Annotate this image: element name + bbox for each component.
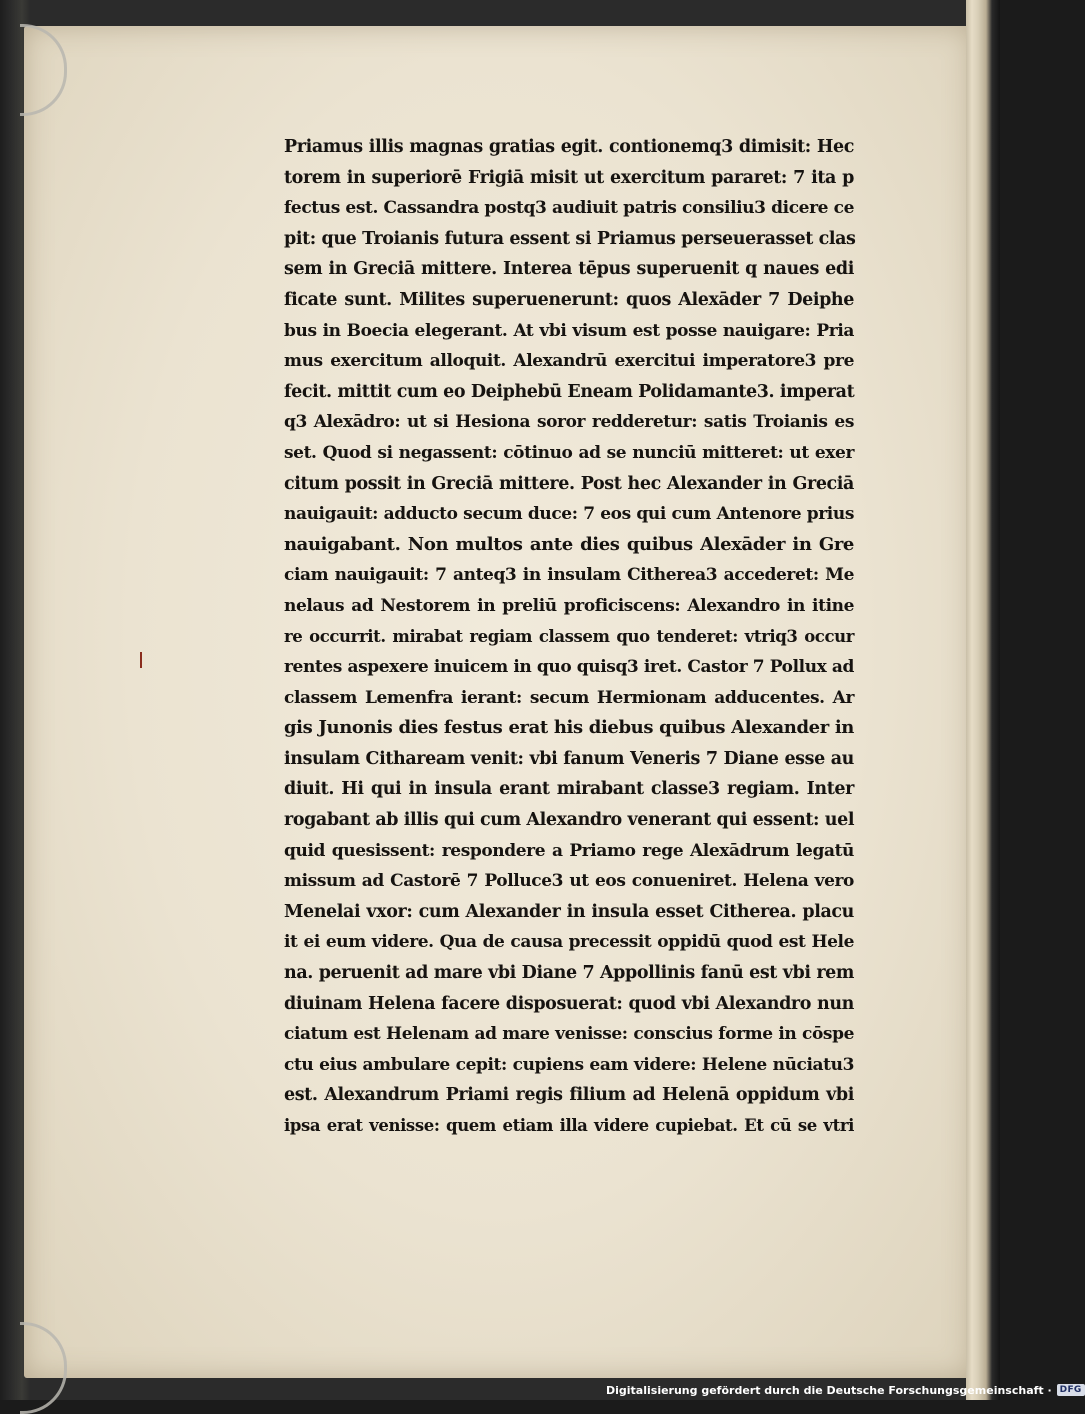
text-line: citum possit in Greciā mittere. Post hec Alexander in Greciā [284, 473, 854, 494]
text-line: nelaus ad Nestorem in preliū proficiscens: Alexandro in itine [284, 595, 854, 616]
text-line: q3 Alexādro: ut si Hesiona soror redderetur: satis Troianis es [284, 412, 854, 433]
text-line: bus in Boecia elegerant. At vbi visum est posse nauigare: Pria [284, 320, 854, 341]
digitization-credit [606, 1380, 1085, 1400]
text-line: fectus est. Cassandra postq3 audiuit patris consiliu3 dicere ce [284, 198, 854, 219]
text-line: ciatum est Helenam ad mare venisse: conscius forme in cōspe [284, 1024, 854, 1045]
text-line: torem in superiorē Frigiā misit ut exercitum pararet: 7 ita p [284, 167, 854, 188]
text-line: sem in Greciā mittere. Interea tēpus superuenit q naues edi [284, 259, 854, 280]
text-line: diuit. Hi qui in insula erant mirabant classe3 regiam. Inter [284, 779, 854, 800]
dfg-logo-icon: DFG [1057, 1384, 1085, 1396]
text-line: Priamus illis magnas gratias egit. contionemq3 dimisit: Hec [284, 137, 854, 157]
text-line: rentes aspexere inuicem in quo quisq3 iret. Castor 7 Pollux ad [284, 657, 855, 678]
text-line: nauigabant. Non multos ante dies quibus Alexāder in Gre [284, 533, 854, 555]
text-line: ciam nauigauit: 7 anteq3 in insulam Citherea3 accederet: Me [284, 565, 854, 586]
text-line: pit: que Troianis futura essent si Priamus perseuerasset clas [284, 228, 856, 249]
credit-text: Digitalisierung gefördert durch die Deutsche Forschungsgemeinschaft · [606, 1383, 1052, 1397]
text-line: ficate sunt. Milites superuenerunt: quos Alexāder 7 Deiphe [284, 289, 854, 310]
text-line: mus exercitum alloquit. Alexandrū exercitui imperatore3 pre [284, 351, 854, 372]
text-block [284, 132, 854, 1142]
page-edge-right [966, 0, 1000, 1400]
text-line: set. Quod si negassent: cōtinuo ad se nunciū mitteret: ut exer [284, 442, 854, 463]
text-line: classem Lemenfra ierant: secum Hermionam adducentes. Ar [284, 687, 854, 708]
text-line: diuinam Helena facere disposuerat: quod vbi Alexandro nun [284, 993, 854, 1014]
text-line: ipsa erat venisse: quem etiam illa videre cupiebat. Et cū se vtri [284, 1116, 854, 1135]
text-line: nauigauit: adducto secum duce: 7 eos qui cum Antenore prius [284, 504, 854, 525]
text-line: quid quesissent: respondere a Priamo rege Alexādrum legatū [284, 840, 854, 861]
text-line: na. peruenit ad mare vbi Diane 7 Appollinis fanū est vbi rem [284, 963, 854, 984]
text-line: missum ad Castorē 7 Polluce3 ut eos conueniret. Helena vero [284, 871, 854, 892]
text-line: insulam Cithaream venit: vbi fanum Veneris 7 Diane esse au [284, 748, 854, 769]
text-line: re occurrit. mirabat regiam classem quo tenderet: vtriq3 occur [284, 626, 854, 646]
text-line: Menelai vxor: cum Alexander in insula esset Citherea. placu [284, 901, 854, 922]
text-line: it ei eum videre. Qua de causa precessit oppidū quod est Hele [284, 932, 854, 953]
text-line: ctu eius ambulare cepit: cupiens eam videre: Helene nūciatu3 [284, 1054, 854, 1075]
text-line: est. Alexandrum Priami regis filium ad Helenā oppidum vbi [284, 1085, 854, 1106]
margin-mark [140, 652, 142, 668]
text-line: rogabant ab illis qui cum Alexandro venerant qui essent: uel [284, 810, 855, 831]
text-line: gis Junonis dies festus erat his diebus quibus Alexander in [284, 717, 854, 739]
text-line: fecit. mittit cum eo Deiphebū Eneam Polidamante3. imperat [284, 381, 855, 402]
